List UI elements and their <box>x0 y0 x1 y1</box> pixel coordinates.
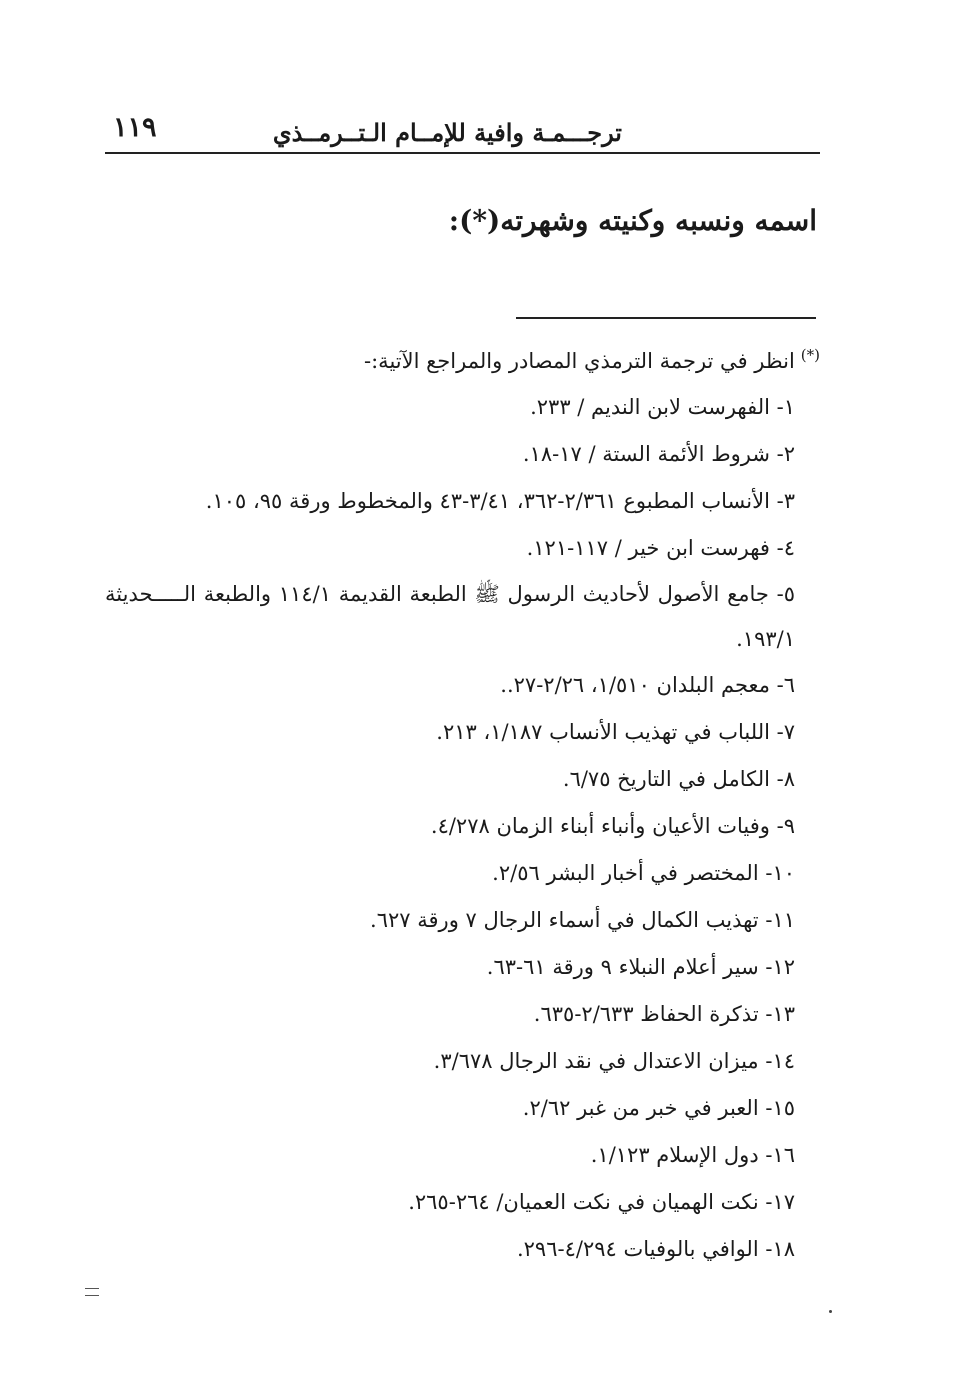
reference-item: ١٠- المختصر في أخبار البشر ٢/٥٦. <box>492 861 795 885</box>
reference-item: ١- الفهرست لابن النديم / ٢٣٣. <box>530 395 795 419</box>
reference-item: ٢- شروط الأئمة الستة / ١٧-١٨. <box>522 442 795 466</box>
reference-item: ٣- الأنساب المطبوع ٢/٣٦١-٣٦٢، ٣/٤١-٤٣ والمخطوط ورقة ٩٥، ١٠٥. <box>205 489 795 513</box>
reference-item: ١٢- سير أعلام النبلاء ٩ ورقة ٦١-٦٣. <box>486 955 795 979</box>
reference-item: ١٧- نكت الهميان في نكت العميان/ ٢٦٤-٢٦٥. <box>408 1190 795 1214</box>
reference-item: ١٤- ميزان الاعتدال في نقد الرجال ٣/٦٧٨. <box>433 1049 795 1073</box>
reference-item: ٩- وفيات الأعيان وأنباء أبناء الزمان ٤/٢٧٨. <box>430 814 795 838</box>
scan-mark <box>85 1288 99 1296</box>
reference-item: ٦- معجم البلدان ١/٥١٠، ٢/٢٦-٢٧.. <box>500 673 795 697</box>
section-heading: اسمه ونسبه وكنيته وشهرته(*): <box>448 204 817 237</box>
reference-item: ١٦- دول الإسلام ١/١٢٣. <box>590 1143 795 1167</box>
footnote <box>105 332 820 1273</box>
reference-item: ١٨- الوافي بالوفيات ٤/٢٩٤-٢٩٦. <box>516 1237 795 1261</box>
header-rule <box>105 152 820 154</box>
reference-item: ٧- اللباب في تهذيب الأنساب ١/١٨٧، ٢١٣. <box>436 720 795 744</box>
footnote-intro-text: انظر في ترجمة الترمذي المصادر والمراجع الآتية:- <box>364 349 795 373</box>
reference-item: ١١- تهذيب الكمال في أسماء الرجال ٧ ورقة ٦٢٧. <box>370 908 795 932</box>
footnote-marker: (*) <box>800 346 820 364</box>
running-header <box>105 112 820 152</box>
reference-item: ١٣- تذكرة الحفاظ ٢/٦٣٣-٦٣٥. <box>533 1002 795 1026</box>
footnote-separator <box>516 317 816 319</box>
footnote-intro <box>105 332 820 384</box>
page-number: ١١٩ <box>113 112 157 143</box>
reference-item: ٨- الكامل في التاريخ ٦/٧٥. <box>562 767 795 791</box>
reference-item: ٥- جامع الأصول لأحاديث الرسول ﷺ الطبعة القديمة ١١٤/١ والطبعة الـــــحديثة ١٩٣/١. <box>105 582 795 651</box>
running-title: ترجـــمـة وافية للإمــام الـتــرمــذي <box>272 118 622 147</box>
reference-item: ٤- فهرست ابن خير / ١١٧-١٢١. <box>526 536 795 560</box>
reference-item: ١٥- العبر في خبر من غبر ٢/٦٢. <box>522 1096 795 1120</box>
reference-list <box>105 384 820 1273</box>
scan-dot <box>829 1310 832 1313</box>
